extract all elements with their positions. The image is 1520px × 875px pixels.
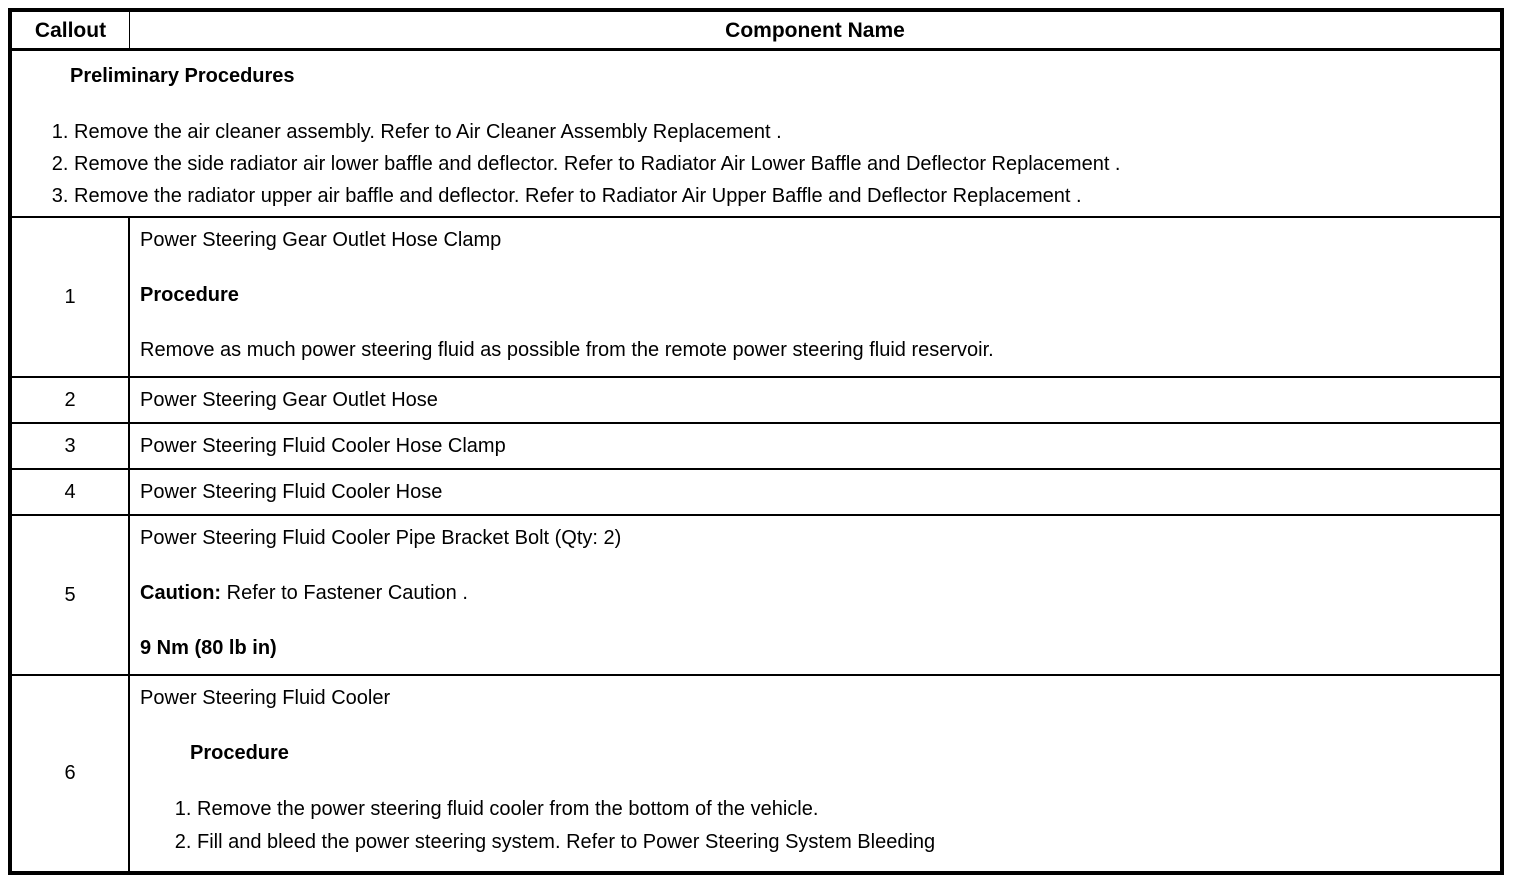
callout-number: 1 (12, 218, 130, 376)
component-name: Power Steering Fluid Cooler Hose Clamp (140, 435, 506, 457)
component-name: Power Steering Fluid Cooler Pipe Bracket Bolt (Qty: 2) (140, 527, 622, 549)
callout-number: 6 (12, 676, 130, 871)
preliminary-procedures-title: Preliminary Procedures (70, 65, 295, 87)
preliminary-steps-list (22, 116, 1490, 212)
component-cell (130, 676, 1500, 871)
table-header-row (12, 12, 1500, 51)
procedure-text: Remove as much power steering fluid as possible from the remote power steering fluid reservoir. (140, 339, 994, 361)
callout-number: 2 (12, 378, 130, 422)
component-name: Power Steering Fluid Cooler (140, 687, 391, 709)
callout-number: 5 (12, 516, 130, 674)
component-callout-table (8, 8, 1504, 875)
component-cell (130, 378, 1500, 422)
callout-number: 3 (12, 424, 130, 468)
component-cell (130, 516, 1500, 674)
preliminary-step-1: 1. Remove the air cleaner assembly. Refer to Air Cleaner Assembly Replacement . (74, 116, 1490, 148)
table-row-callout-4 (12, 468, 1500, 514)
table-row-callout-5 (12, 514, 1500, 674)
caution-text: Refer to Fastener Caution . (221, 582, 468, 604)
preliminary-step-3: 3. Remove the radiator upper air baffle and deflector. Refer to Radiator Air Upper Baffle and Deflector Replacement . (74, 180, 1490, 212)
table-row-callout-6 (12, 674, 1500, 871)
component-name: Power Steering Gear Outlet Hose (140, 389, 438, 411)
procedure-step-2: 2. Fill and bleed the power steering system. Refer to Power Steering System Bleeding (197, 826, 1490, 859)
table-row-callout-1 (12, 216, 1500, 376)
component-cell (130, 218, 1500, 376)
procedure-label: Procedure (190, 742, 289, 764)
component-cell (130, 424, 1500, 468)
preliminary-step-2: 2. Remove the side radiator air lower baffle and deflector. Refer to Radiator Air Lower Baffle and Deflector Replacement . (74, 148, 1490, 180)
component-name: Power Steering Fluid Cooler Hose (140, 481, 443, 503)
procedure-step-1: 1. Remove the power steering fluid cooler from the bottom of the vehicle. (197, 793, 1490, 826)
component-name: Power Steering Gear Outlet Hose Clamp (140, 229, 502, 251)
callout-number: 4 (12, 470, 130, 514)
component-name-column-header: Component Name (725, 19, 905, 42)
callout-column-header: Callout (12, 12, 130, 48)
table-row-callout-3 (12, 422, 1500, 468)
torque-spec: 9 Nm (80 lb in) (140, 637, 277, 659)
procedure-steps-list (140, 793, 1490, 859)
procedure-label: Procedure (140, 284, 239, 306)
caution-label: Caution: (140, 582, 222, 604)
caution-line (140, 580, 1490, 607)
preliminary-procedures-section (12, 51, 1500, 216)
table-row-callout-2 (12, 376, 1500, 422)
component-cell (130, 470, 1500, 514)
